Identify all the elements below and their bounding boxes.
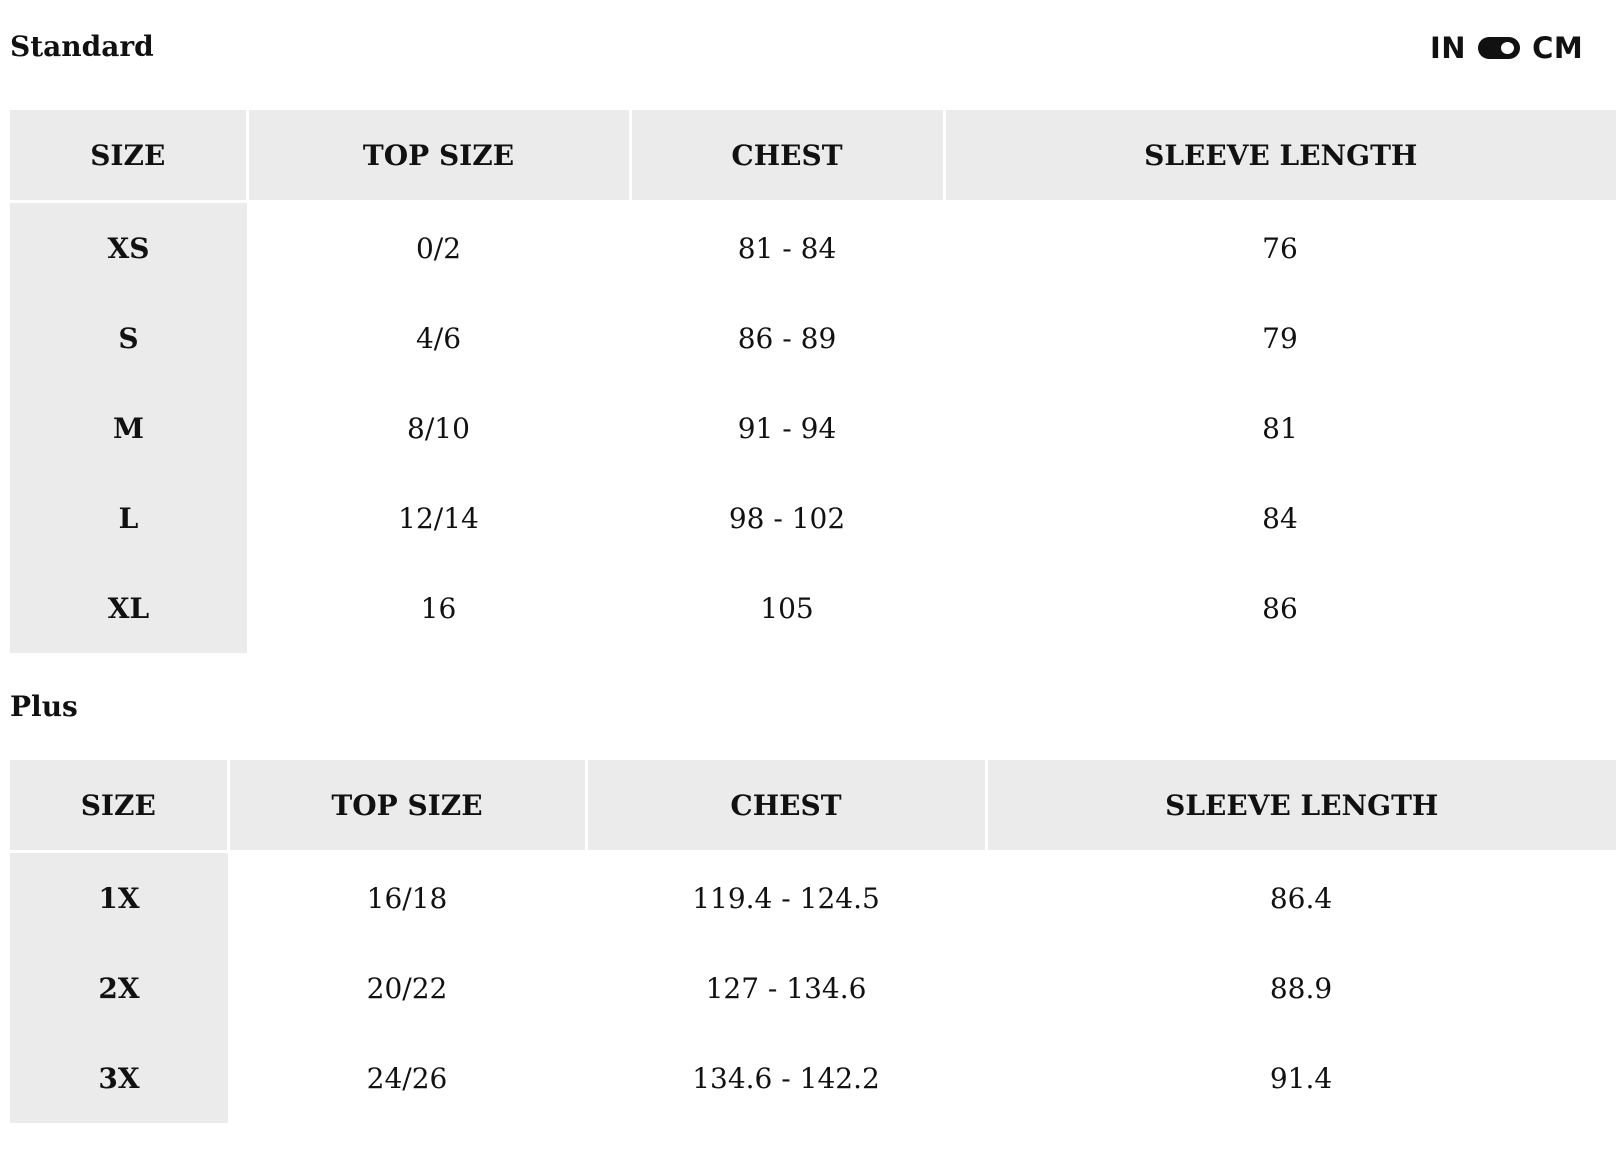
sleeve-length-cell: 79 xyxy=(1262,321,1298,355)
column-header-sleeve-length: SLEEVE LENGTH xyxy=(986,760,1616,852)
top-size-cell: 12/14 xyxy=(398,501,479,535)
size-cell: XL xyxy=(10,563,247,653)
top-size-cell: 8/10 xyxy=(407,411,470,445)
chest-cell: 86 - 89 xyxy=(737,321,837,355)
sleeve-length-cell: 86.4 xyxy=(1269,881,1333,915)
table-header-row xyxy=(10,760,1616,852)
size-cell: 2X xyxy=(10,943,228,1033)
table-row xyxy=(10,563,1616,653)
column-header-top-size: TOP SIZE xyxy=(247,110,630,202)
unit-switch[interactable] xyxy=(1478,37,1520,59)
column-header-size: SIZE xyxy=(10,110,247,202)
table-row xyxy=(10,383,1616,473)
chest-cell: 119.4 - 124.5 xyxy=(692,881,880,915)
chest-cell: 127 - 134.6 xyxy=(705,971,867,1005)
section-title-plus: Plus xyxy=(10,690,78,723)
size-cell: 1X xyxy=(10,852,228,944)
top-size-cell: 24/26 xyxy=(366,1061,448,1095)
size-cell: S xyxy=(10,293,247,383)
chest-cell: 134.6 - 142.2 xyxy=(692,1061,880,1095)
table-row xyxy=(10,473,1616,563)
plus-size-table xyxy=(10,760,1616,1123)
sleeve-length-cell: 76 xyxy=(1262,231,1298,265)
table-row xyxy=(10,1033,1616,1123)
unit-cm-label[interactable]: CM xyxy=(1532,31,1584,65)
column-header-top-size: TOP SIZE xyxy=(228,760,586,852)
chest-cell: 91 - 94 xyxy=(737,411,837,445)
top-size-cell: 16/18 xyxy=(366,881,448,915)
top-size-cell: 0/2 xyxy=(415,231,462,265)
top-size-cell: 20/22 xyxy=(366,971,448,1005)
chest-cell: 81 - 84 xyxy=(737,231,837,265)
unit-toggle xyxy=(1430,28,1583,68)
switch-knob xyxy=(1501,42,1514,54)
standard-size-table xyxy=(10,110,1616,653)
table-header-row xyxy=(10,110,1616,202)
chest-cell: 98 - 102 xyxy=(728,501,846,535)
top-size-cell: 16 xyxy=(420,591,457,625)
size-cell: 3X xyxy=(10,1033,228,1123)
table-row xyxy=(10,293,1616,383)
sleeve-length-cell: 81 xyxy=(1262,411,1298,445)
top-size-cell: 4/6 xyxy=(415,321,462,355)
column-header-sleeve-length: SLEEVE LENGTH xyxy=(944,110,1616,202)
column-header-chest: CHEST xyxy=(586,760,986,852)
sleeve-length-cell: 91.4 xyxy=(1269,1061,1333,1095)
section-title-standard: Standard xyxy=(10,30,154,63)
column-header-chest: CHEST xyxy=(630,110,944,202)
size-cell: M xyxy=(10,383,247,473)
sleeve-length-cell: 88.9 xyxy=(1269,971,1333,1005)
table-row xyxy=(10,202,1616,294)
size-cell: L xyxy=(10,473,247,563)
chest-cell: 105 xyxy=(760,591,814,625)
table-row xyxy=(10,943,1616,1033)
column-header-size: SIZE xyxy=(10,760,228,852)
sleeve-length-cell: 86 xyxy=(1262,591,1298,625)
table-row xyxy=(10,852,1616,944)
sleeve-length-cell: 84 xyxy=(1262,501,1298,535)
size-cell: XS xyxy=(10,202,247,294)
unit-in-label[interactable]: IN xyxy=(1430,31,1467,65)
